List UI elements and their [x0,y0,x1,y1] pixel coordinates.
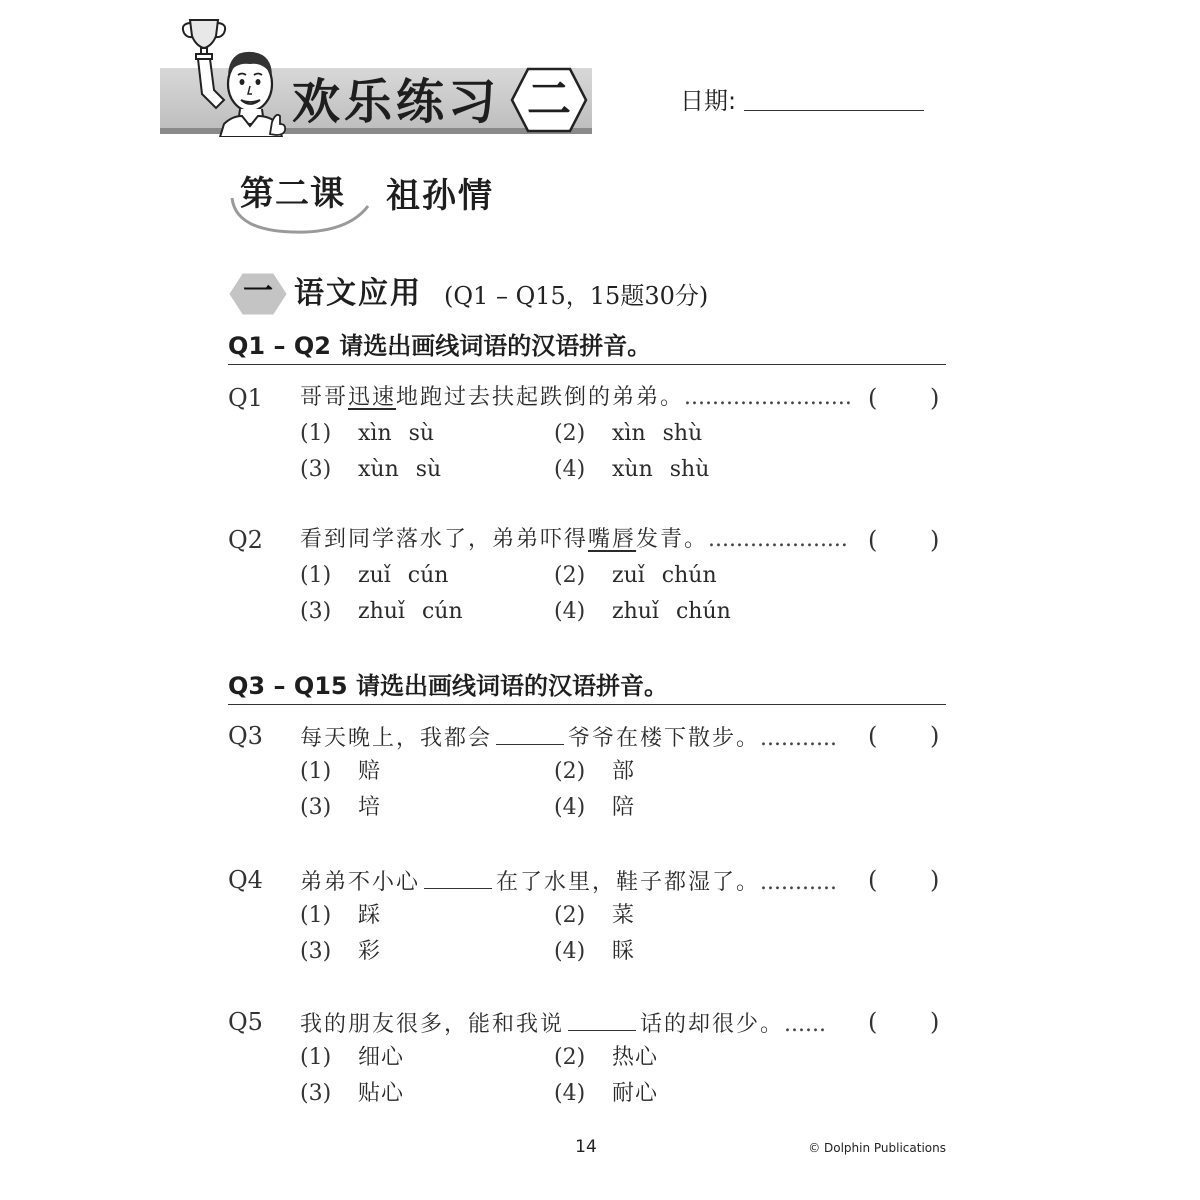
question-text: 弟弟不小心 在了水里，鞋子都湿了。........... [300,862,837,901]
answer-blank[interactable] [496,718,564,745]
option-1[interactable]: (1) 踩 [300,903,382,928]
option-2[interactable]: (2) xìn shù [554,421,703,446]
date-field[interactable] [744,110,924,111]
option-1[interactable]: (1) 细心 [300,1045,405,1070]
section-number: 一 [243,274,273,309]
underlined-word: 迅速 [348,385,397,410]
answer-close-paren: ) [930,526,940,554]
answer-open-paren: ( [868,722,878,750]
answer-open-paren: ( [868,526,878,554]
option-4[interactable]: (4) 睬 [554,939,636,964]
question-number: Q1 [228,384,263,412]
option-2[interactable]: (2) 菜 [554,903,636,928]
question-q2 [228,522,948,558]
answer-open-paren: ( [868,866,878,894]
answer-close-paren: ) [930,722,940,750]
underlined-word: 嘴唇 [588,527,637,552]
lesson-number: 第二课 [240,174,345,214]
question-text: 我的朋友很多，能和我说 话的却很少。...... [300,1004,826,1043]
option-4[interactable]: (4) xùn shù [554,457,710,482]
instruction-rule [228,364,946,365]
answer-open-paren: ( [868,1008,878,1036]
worksheet-title: 欢乐练习 [292,74,501,130]
publisher-credit: © Dolphin Publications [808,1141,946,1155]
page-number: 14 [575,1137,597,1157]
question-number: Q2 [228,526,263,554]
option-3[interactable]: (3) 彩 [300,939,382,964]
answer-close-paren: ) [930,1008,940,1036]
instruction-rule [228,704,946,705]
option-2[interactable]: (2) 热心 [554,1045,659,1070]
section-title: 语文应用 [294,276,422,311]
lesson-title: 祖孙情 [386,176,494,216]
answer-blank[interactable] [568,1004,636,1031]
option-3[interactable]: (3) xùn sù [300,457,442,482]
answer-blank[interactable] [424,862,492,889]
option-3[interactable]: (3) zhuǐ cún [300,599,463,624]
instruction-text: 请选出画线词语的汉语拼音。 [339,331,652,360]
option-3[interactable]: (3) 贴心 [300,1081,405,1106]
option-4[interactable]: (4) 陪 [554,795,636,820]
option-1[interactable]: (1) xìn sù [300,421,435,446]
section-range: (Q1 – Q15，15题30分) [444,282,709,310]
option-1[interactable]: (1) zuǐ cún [300,563,449,588]
option-3[interactable]: (3) 培 [300,795,382,820]
date-label: 日期: [680,87,737,115]
instruction-text: 请选出画线词语的汉语拼音。 [355,671,668,700]
option-2[interactable]: (2) 部 [554,759,636,784]
question-q4 [228,862,948,898]
question-number: Q4 [228,866,263,894]
question-text: 看到同学落水了，弟弟吓得嘴唇发青。.................... [300,527,848,552]
instruction-q1-q2 [228,328,651,364]
question-q5 [228,1004,948,1040]
option-2[interactable]: (2) zuǐ chún [554,563,717,588]
option-1[interactable]: (1) 赔 [300,759,382,784]
answer-open-paren: ( [868,384,878,412]
trophy-boy-icon [172,12,297,137]
instruction-qrange: Q1 – Q2 [228,332,331,360]
answer-close-paren: ) [930,866,940,894]
option-4[interactable]: (4) 耐心 [554,1081,659,1106]
question-q1 [228,380,948,416]
option-4[interactable]: (4) zhuǐ chún [554,599,731,624]
exercise-number: 二 [527,74,571,125]
question-number: Q3 [228,722,263,750]
instruction-q3-q15 [228,668,668,704]
instruction-qrange: Q3 – Q15 [228,672,348,700]
question-text: 每天晚上，我都会 爷爷在楼下散步。........... [300,718,837,757]
answer-close-paren: ) [930,384,940,412]
question-number: Q5 [228,1008,263,1036]
question-q3 [228,718,948,754]
question-text: 哥哥迅速地跑过去扶起跌倒的弟弟。........................ [300,385,852,410]
